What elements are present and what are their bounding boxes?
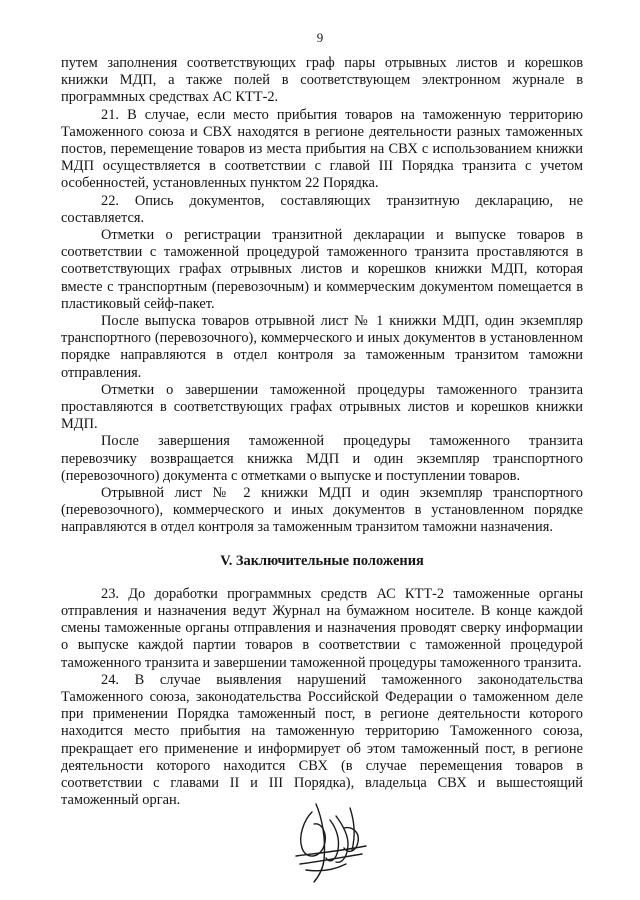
paragraph-continuation: путем заполнения соответствующих граф пары отрывных листов и корешков книжки МДП, а также полей в соответствующем электронном журнале в программных средствах АС КТТ-2. xyxy=(61,55,583,106)
paragraph-after-completion: После завершения таможенной процедуры таможенного транзита перевозчику возвращается книжка МДП и один экземпляр транспортного (перевозочного) документа с отметками о выпуске и поступлении товаров. xyxy=(61,433,583,484)
section-heading: V. Заключительные положения xyxy=(220,552,424,569)
paragraph-22: 22. Опись документов, составляющих транзитную декларацию, не составляется. xyxy=(61,192,583,226)
paragraph-completion-marks: Отметки о завершении таможенной процедуры таможенного транзита проставляются в соответствующих графах отрывных листов и корешков книжки МДП. xyxy=(61,381,583,433)
paragraph-sheet-2: Отрывной лист № 2 книжки МДП и один экземпляр транспортного (перевозочного), коммерческого и иных документов в установленном порядке направляются в отдел контроля за таможенным транзитом таможни назначения. xyxy=(61,485,583,536)
handwritten-signature xyxy=(286,798,376,886)
paragraph-23: 23. До доработки программных средств АС КТТ-2 таможенные органы отправления и назначения ведут Журнал на бумажном носителе. В конце каждой смены таможенные органы отправления и назначения проводят сверку информации о выпуске каждой партии товаров в соответствии с таможенной процедурой таможенного транзита и завершении таможенной процедуры таможенного транзита. xyxy=(61,585,583,671)
paragraph-24: 24. В случае выявления нарушений таможенного законодательства Таможенного союза, законодательства Российской Федерации о таможенном деле при применении Порядка таможенный пост, в регионе деятельности которого находится место прибытия на таможенную территорию Таможенного союза, прекращает его применение и информирует об этом таможенный пост, в регионе деятельности которого находится СВХ (в случае перемещения товаров в соответствии с главами II и III Порядка), владельца СВХ и вышестоящий таможенный орган. xyxy=(61,671,583,809)
page-number: 9 xyxy=(316,30,324,45)
paragraph-21: 21. В случае, если место прибытия товаров на таможенную территорию Таможенного союза и СВХ находятся в регионе деятельности разных таможенных постов, перемещение товаров из места прибытия на СВХ с использованием книжки МДП осуществляется в соответствии с главой III Порядка транзита с учетом особенностей, установленных пунктом 22 Порядка. xyxy=(61,106,583,192)
paragraph-after-release: После выпуска товаров отрывной лист № 1 книжки МДП, один экземпляр транспортного (перевозочного), коммерческого и иных документов в установленном порядке направляются в отдел контроля за таможенным транзитом таможни отправления. xyxy=(61,313,583,381)
paragraph-registration-marks: Отметки о регистрации транзитной декларации и выпуске товаров в соответствии с таможенной процедурой таможенного транзита проставляются в соответствующих графах отрывных листов и корешков книжки МДП, которая вместе с транспортным (перевозочным) и коммерческим документом помещается в пластиковый сейф-пакет. xyxy=(61,227,583,312)
document-body xyxy=(61,55,583,809)
signature-icon xyxy=(286,798,376,886)
